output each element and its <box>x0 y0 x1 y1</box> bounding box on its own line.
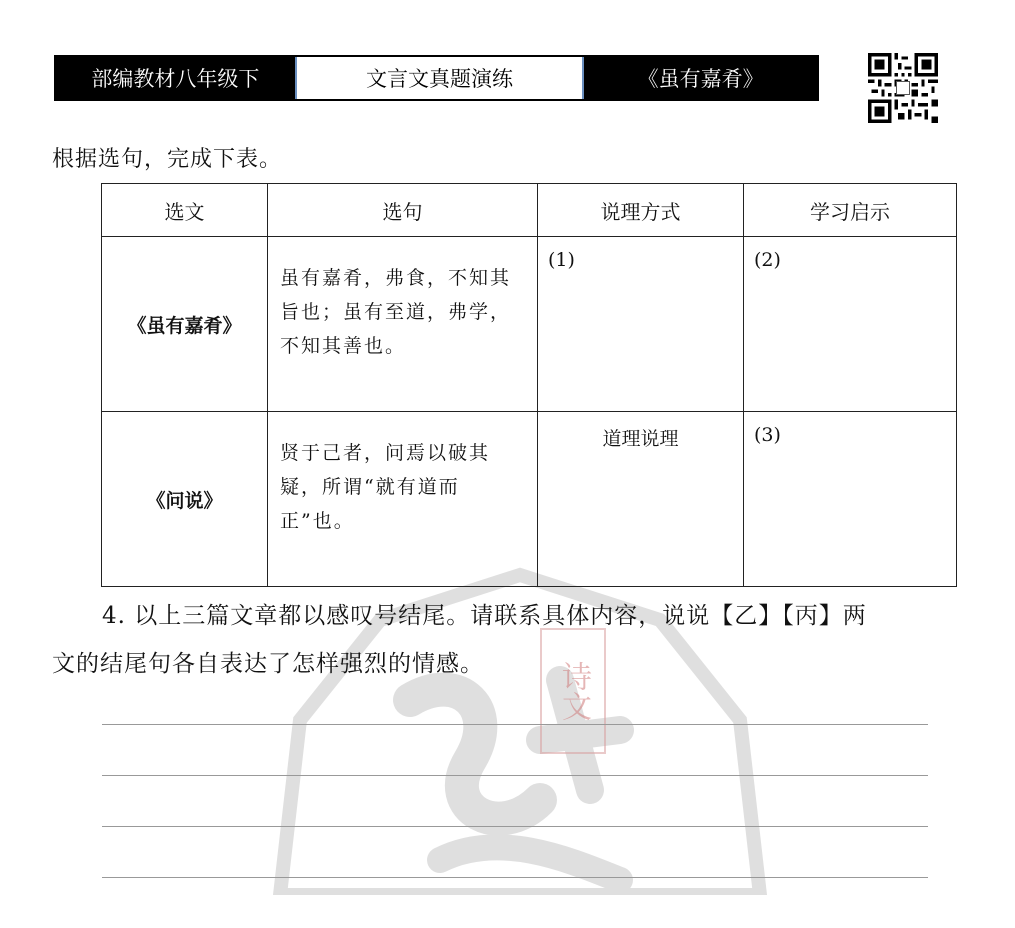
header-bar <box>54 55 819 101</box>
table-row <box>102 412 957 587</box>
cell-sentence: 虽有嘉肴，弗食，不知其旨也；虽有至道，弗学，不知其善也。 <box>268 237 538 412</box>
cell-source: 《问说》 <box>102 412 268 587</box>
cell-method: 道理说理 <box>538 412 744 587</box>
answer-line[interactable] <box>102 724 928 775</box>
answer-area[interactable] <box>102 724 928 928</box>
cell-insight-blank[interactable]: (2) <box>744 237 957 412</box>
answer-line[interactable] <box>102 877 928 928</box>
cell-insight-blank[interactable]: (3) <box>744 412 957 587</box>
table-row <box>102 237 957 412</box>
cell-method-blank[interactable]: (1) <box>538 237 744 412</box>
exercise-table <box>101 183 957 587</box>
table-header-row <box>102 184 957 237</box>
cell-sentence: 贤于己者，问焉以破其疑，所谓“就有道而正”也。 <box>268 412 538 587</box>
header-grade: 部编教材八年级下 <box>56 57 295 99</box>
header-article: 《虽有嘉肴》 <box>584 57 817 99</box>
header-title: 文言文真题演练 <box>295 57 584 99</box>
answer-line[interactable] <box>102 775 928 826</box>
instruction-text: 根据选句，完成下表。 <box>52 147 283 172</box>
question-4 <box>52 592 952 688</box>
cell-source: 《虽有嘉肴》 <box>102 237 268 412</box>
question-line-1: 4. 以上三篇文章都以感叹号结尾。请联系具体内容，说说【乙】【丙】两 <box>102 603 867 629</box>
col-header-insight: 学习启示 <box>744 184 957 237</box>
col-header-source: 选文 <box>102 184 268 237</box>
question-line-2: 文的结尾句各自表达了怎样强烈的情感。 <box>52 651 484 677</box>
seal-text: 诗文 <box>556 661 591 721</box>
qr-code-icon <box>868 53 938 123</box>
col-header-sentence: 选句 <box>268 184 538 237</box>
answer-line[interactable] <box>102 826 928 877</box>
col-header-method: 说理方式 <box>538 184 744 237</box>
